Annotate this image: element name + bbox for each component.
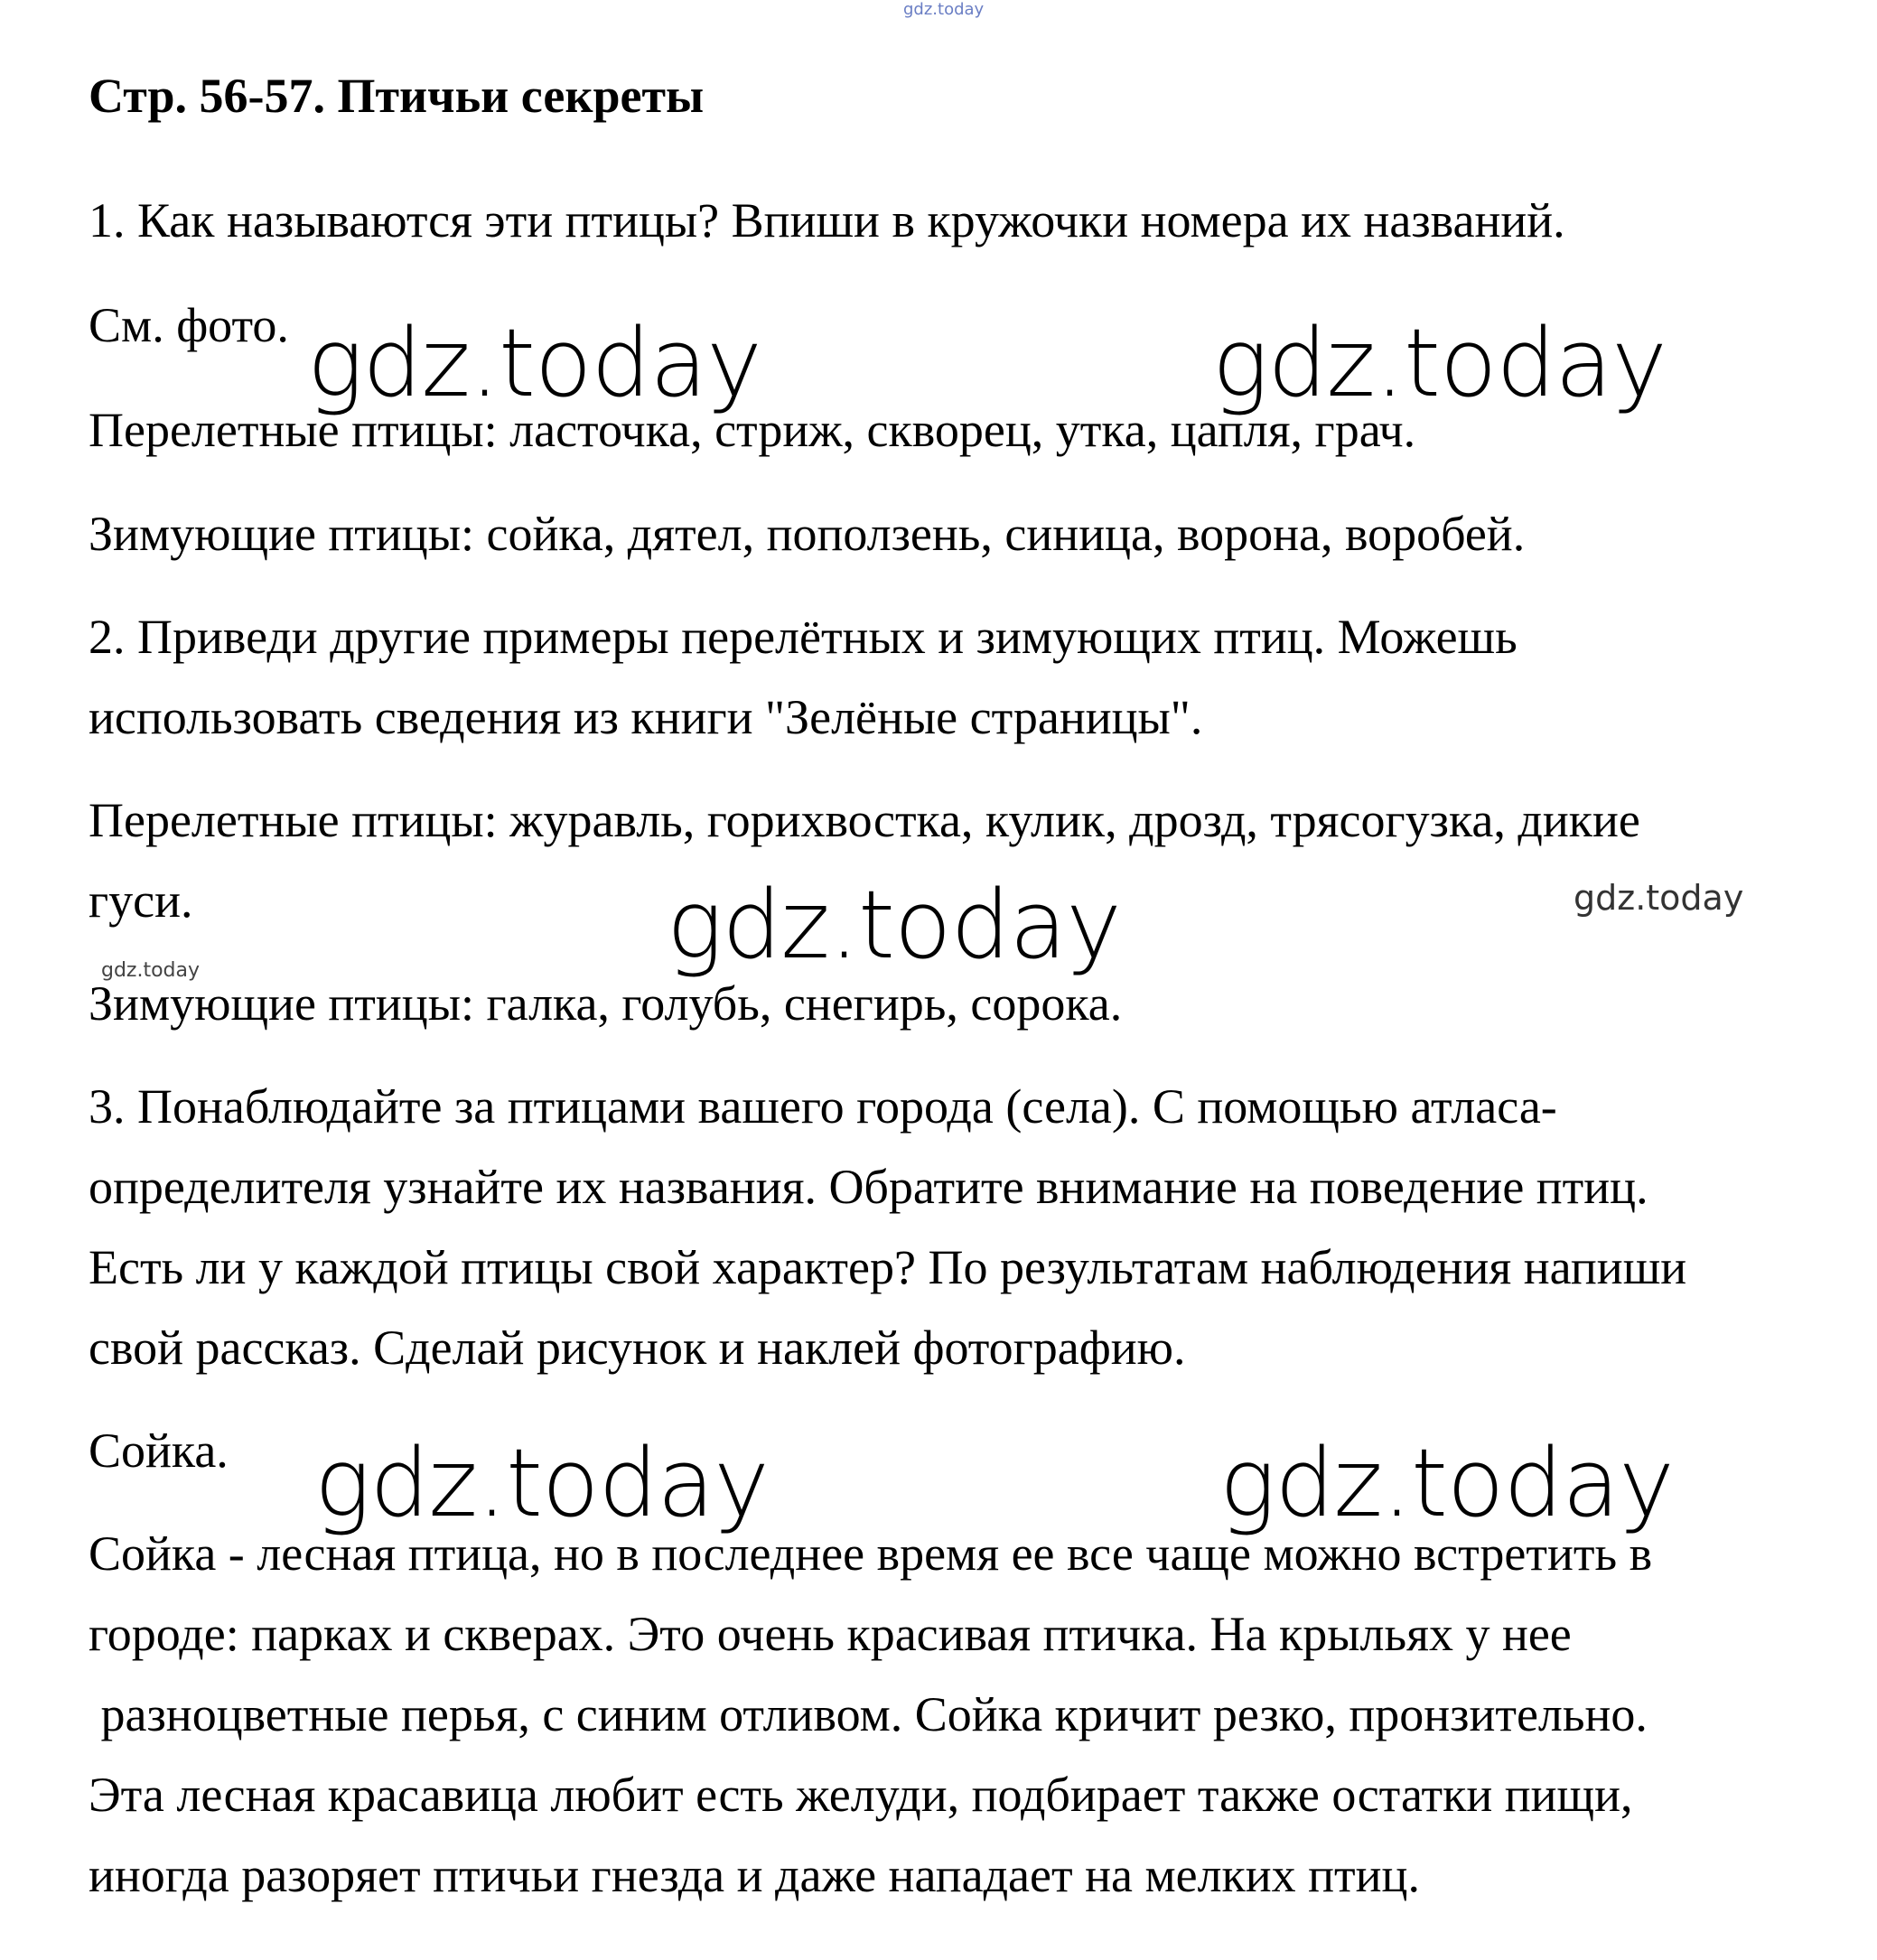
question-3-line-4: свой рассказ. Сделай рисунок и наклей фотографию. — [89, 1321, 1186, 1375]
answer-3-line-3: разноцветные перья, с синим отливом. Сойка кричит резко, пронзительно. — [89, 1687, 1648, 1741]
watermark-large: gdz.today — [307, 308, 761, 418]
answer-2-migratory-line-2: гуси. — [89, 873, 193, 928]
question-2-line-1: 2. Приведи другие примеры перелётных и зимующих птиц. Можешь — [89, 610, 1517, 664]
answer-1-wintering: Зимующие птицы: сойка, дятел, поползень, синица, ворона, воробей. — [89, 507, 1526, 561]
answer-2-migratory-line-1: Перелетные птицы: журавль, горихвостка, кулик, дрозд, трясогузка, дикие — [89, 793, 1640, 847]
answer-1-migratory: Перелетные птицы: ласточка, стриж, скворец, утка, цапля, грач. — [89, 403, 1416, 457]
answer-3-line-2: городе: парках и скверах. Это очень красивая птичка. На крыльях у нее — [89, 1607, 1572, 1661]
question-3-line-2: определителя узнайте их названия. Обратите внимание на поведение птиц. — [89, 1160, 1648, 1214]
answer-3-line-5: иногда разоряет птичьи гнезда и даже нападает на мелких птиц. — [89, 1848, 1420, 1902]
watermark-large: gdz.today — [1212, 308, 1667, 418]
page-title: Стр. 56-57. Птичьи секреты — [89, 69, 705, 123]
watermark-large: gdz.today — [1219, 1428, 1674, 1538]
question-1: 1. Как называются эти птицы? Впиши в кружочки номера их названий. — [89, 193, 1565, 247]
answer-3-heading: Сойка. — [89, 1423, 229, 1478]
question-3-line-1: 3. Понаблюдайте за птицами вашего города (села). С помощью атласа- — [89, 1079, 1557, 1134]
watermark-medium: gdz.today — [1574, 878, 1744, 918]
watermark-large: gdz.today — [667, 870, 1121, 980]
answer-3-line-4: Эта лесная красавица любит есть желуди, подбирает также остатки пищи, — [89, 1768, 1633, 1822]
watermark-small: gdz.today — [101, 959, 201, 982]
question-3-line-3: Есть ли у каждой птицы свой характер? По результатам наблюдения напиши — [89, 1240, 1687, 1294]
answer-2-wintering: Зимующие птицы: галка, голубь, снегирь, сорока. — [89, 976, 1123, 1031]
question-2-line-2: использовать сведения из книги "Зелёные страницы". — [89, 690, 1203, 744]
answer-1-note: См. фото. — [89, 298, 289, 352]
watermark-large: gdz.today — [314, 1428, 769, 1538]
answer-3-line-1: Сойка - лесная птица, но в последнее время ее все чаще можно встретить в — [89, 1526, 1653, 1581]
top-watermark: gdz.today — [903, 0, 985, 19]
